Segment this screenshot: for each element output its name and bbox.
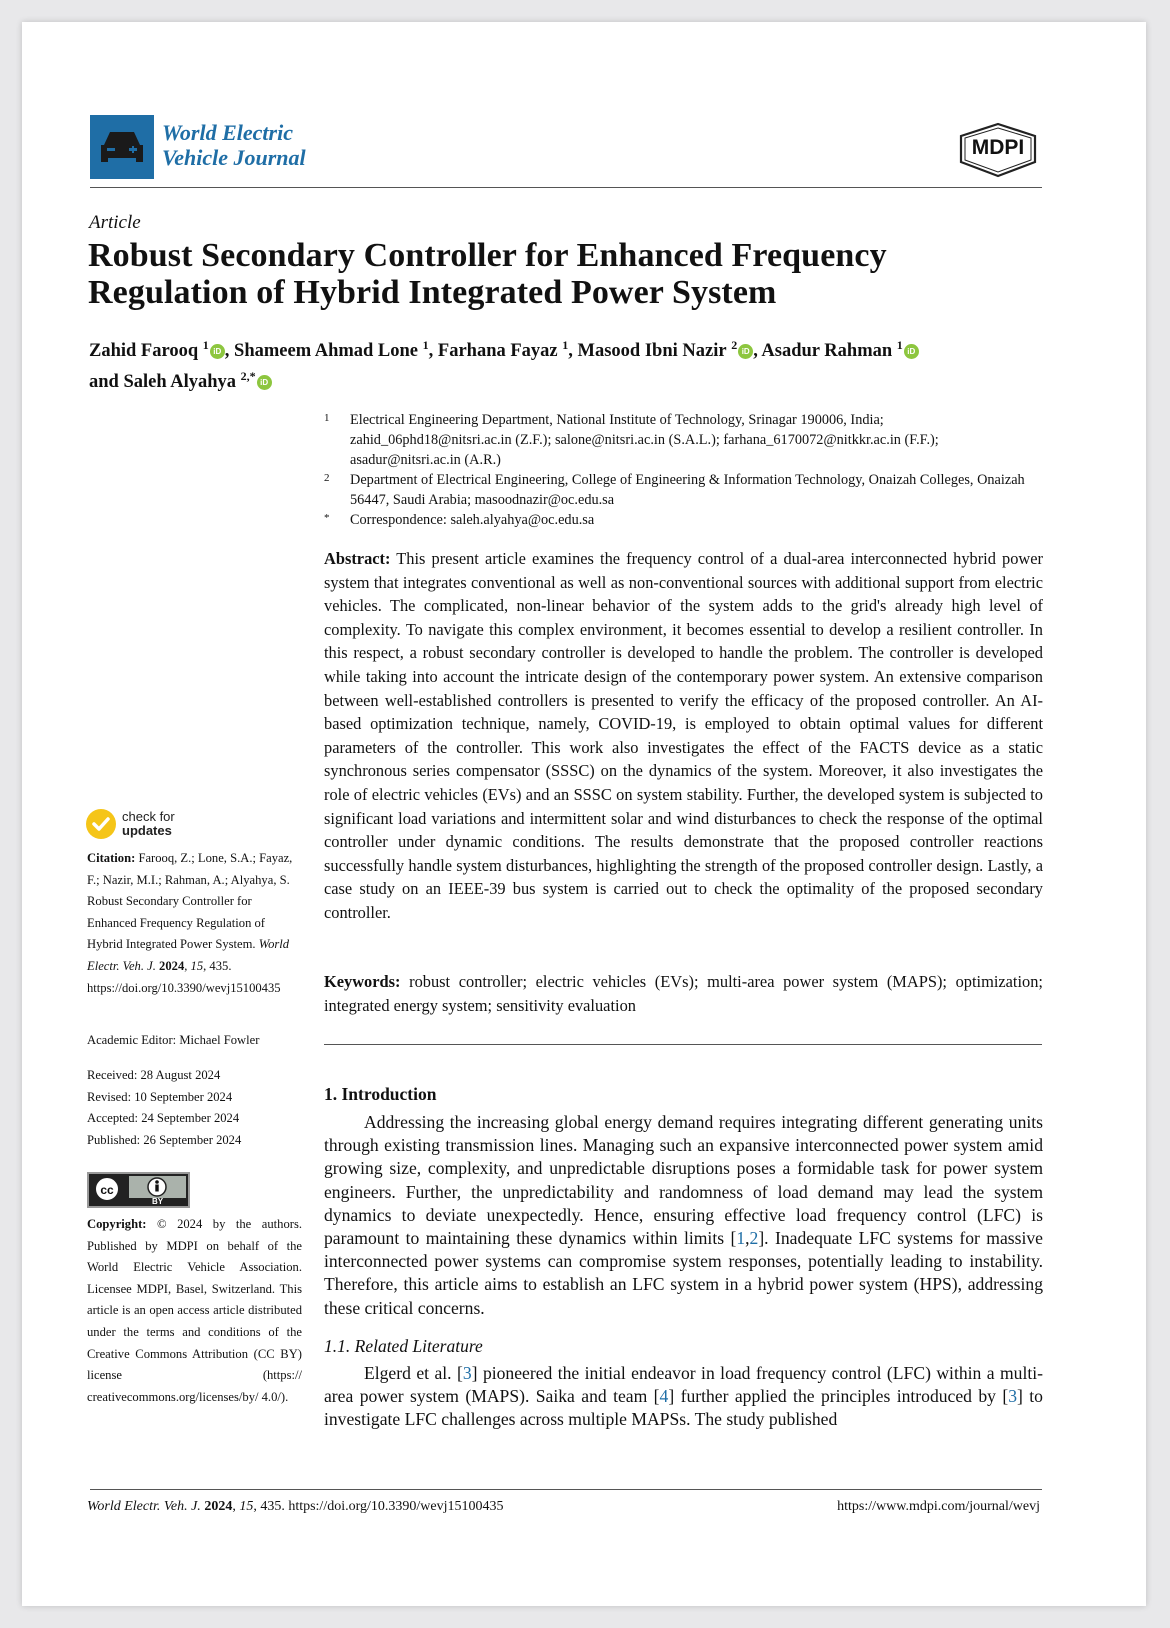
abstract-label: Abstract:: [324, 549, 391, 568]
publication-dates: [87, 1065, 302, 1151]
author-sep: ,: [753, 341, 762, 362]
author-name: Zahid Farooq: [89, 341, 199, 362]
check-updates-line2: updates: [122, 823, 172, 838]
author-affil: 1: [562, 338, 569, 352]
published-date: Published: 26 September 2024: [87, 1132, 242, 1147]
section-heading: 1. Introduction: [324, 1084, 437, 1104]
abstract: [324, 547, 1043, 925]
journal-name: [162, 120, 306, 170]
orcid-icon[interactable]: iD: [257, 375, 272, 390]
affiliation-item: [324, 410, 1044, 470]
paragraph-text: ] pioneered the initial endeavor in load frequency control (LFC) within a multi-area power system (MAPS). Saika and team [: [324, 1363, 1044, 1407]
author-name: Masood Ibni Nazir: [577, 341, 727, 362]
author-affil: 1: [202, 338, 209, 352]
orcid-icon[interactable]: iD: [904, 344, 919, 359]
citation-block: Citation: Farooq, Z.; Lone, S.A.; Fayaz, F.; Nazir, M.I.; Rahman, A.; Alyahya, S. Robust Secondary Controller for Enhanced Frequency Regulation of Hybrid Integrated Power System. World Electr. Veh. J. 2024, 15, 435. https://doi.org/10.3390/wevj15100435: [87, 851, 293, 995]
citation-year: 2024: [159, 958, 185, 973]
paragraph-text: Addressing the increasing global energy demand requires integrating different generating units through existing transmission lines. Managing such an expansive interconnected power system amid growing size, complexity, and unpredictable disruptions poses a formidable task for power system engineers. Further, the unpredictability and randomness of load demand may lead the system dynamics to deviate unexpectedly. Hence, ensuring effective load frequency control (LFC) is paramount to maintaining these dynamics within limits [: [324, 1112, 1043, 1249]
footer-citation: World Electr. Veh. J. 2024, 15, 435. https://doi.org/10.3390/wevj15100435: [87, 1499, 504, 1514]
author-affil: 2: [731, 338, 738, 352]
author-affil: 2,*: [240, 369, 256, 384]
section-divider: [324, 1044, 1042, 1045]
affiliation-number: 2: [324, 472, 330, 484]
paragraph-text: ]. Inadequate LFC systems for massive interconnected power systems can compromise system responses, potentially leading to instability. Therefore, this article aims to establish an LFC system in a hybrid power system (HPS), addressing these critical concerns.: [324, 1228, 1043, 1318]
subsection-heading: 1.1. Related Literature: [324, 1336, 483, 1356]
citation-volume: 15: [190, 958, 204, 973]
citation-sep: ,: [745, 1228, 750, 1249]
cc-by-license-icon[interactable]: [87, 1172, 190, 1208]
orcid-icon[interactable]: iD: [210, 344, 225, 359]
journal-name-line2: Vehicle Journal: [162, 145, 306, 170]
check-updates-label: [122, 810, 175, 838]
author-sep: ,: [428, 341, 438, 362]
mdpi-logo-text: MDPI: [971, 136, 1025, 159]
affiliation-number: 1: [324, 412, 330, 424]
paragraph-text: ] to investigate LFC challenges across multiple MAPSs. The study published: [324, 1386, 1043, 1430]
citation-label: Citation:: [87, 851, 136, 865]
citation-link[interactable]: 4: [659, 1386, 669, 1407]
keywords-label: Keywords:: [324, 972, 401, 991]
orcid-icon[interactable]: iD: [738, 344, 753, 359]
paper-title: Robust Secondary Controller for Enhanced Frequency Regulation of Hybrid Integrated Power System: [88, 237, 887, 311]
literature-paragraph: [324, 1362, 1043, 1432]
author-name: Asadur Rahman: [761, 341, 893, 362]
copyright-block: [87, 1214, 302, 1408]
svg-text:cc: cc: [100, 1183, 114, 1197]
abstract-text: This present article examines the frequency control of a dual-area interconnected hybrid power system that integrates conventional as well as non-conventional sources with additional support from electric vehicles. The complicated, non-linear behavior of the system adds to the grid's already high level of complexity. To navigate this complex environment, it becomes essential to develop a resilient controller. In this respect, a robust secondary controller is developed to handle the problem. The controller is developed while taking into account the intricate design of the contemporary power system. An extensive comparison between well-established controllers is presented to verify the efficacy of the proposed controller. An AI-based optimization technique, namely, COVID-19, is employed to obtain optimal values for different parameters of the controller. This work also investigates the effect of the FACTS device as a static synchronous series compensator (SSSC) on the dynamics of the system. Moreover, it also investigates the role of electric vehicles (EVs) and an SSSC on system stability. Further, the developed system is subjected to significant load variations and intermittent solar and wind disturbances to check the response of the optimal controller under dynamic conditions. The results demonstrate that the proposed controller reactions successfully handle system disturbances, highlighting the strength of the proposed controller design. Lastly, a case study on an IEEE-39 bus system is carried out to check the optimality of the proposed secondary controller.: [324, 549, 1043, 922]
paper-page: [22, 22, 1146, 1606]
mdpi-logo: [957, 122, 1039, 178]
footer-divider: [90, 1489, 1042, 1490]
affiliation-number: *: [324, 512, 330, 524]
keywords: [324, 970, 1043, 1018]
affiliation-item: [324, 510, 1044, 530]
citation-link[interactable]: 3: [462, 1363, 472, 1383]
affiliation-text: Electrical Engineering Department, National Institute of Technology, Srinagar 190006, India; zahid_06phd18@nitsri.ac.in (Z.F.); salone@nitsri.ac.in (S.A.L.); farhana_6170072@nitkkr.ac.in (F.F.); asadur@nitsri.ac.in (A.R.): [350, 412, 939, 468]
revised-date: Revised: 10 September 2024: [87, 1089, 233, 1104]
citation-link[interactable]: 3: [1008, 1386, 1018, 1407]
footer-year: 2024: [204, 1499, 233, 1514]
journal-name-line1: World Electric: [162, 120, 293, 145]
author-name: Farhana Fayaz: [437, 341, 558, 362]
footer-journal: World Electr. Veh. J.: [87, 1499, 201, 1514]
article-type: Article: [89, 212, 141, 233]
academic-editor: Academic Editor: Michael Fowler: [87, 1033, 260, 1047]
affiliation-text: Correspondence: saleh.alyahya@oc.edu.sa: [350, 512, 595, 528]
received-date: Received: 28 August 2024: [87, 1068, 221, 1082]
cc-by-label: BY: [151, 1197, 164, 1206]
citation-link[interactable]: 2: [749, 1228, 759, 1249]
paragraph-text: Elgerd et al. [: [364, 1363, 463, 1383]
citation-text: Farooq, Z.; Lone, S.A.; Fayaz, F.; Nazir, M.I.; Rahman, A.; Alyahya, S. Robust Secondary Controller for Enhanced Frequency Regulation of Hybrid Integrated Power System.: [87, 851, 293, 952]
check-updates-line1: check for: [122, 809, 175, 824]
intro-paragraph: [324, 1111, 1043, 1320]
journal-logo-icon: [90, 115, 154, 179]
affiliation-text: Department of Electrical Engineering, College of Engineering & Information Technology, Onaizah Colleges, Onaizah 56447, Saudi Arabia; masoodnazir@oc.edu.sa: [350, 472, 1025, 508]
author-name: and Saleh Alyahya: [89, 372, 237, 393]
check-updates-icon: [86, 809, 116, 839]
keywords-text: robust controller; electric vehicles (EVs); multi-area power system (MAPS); optimization; integrated energy system; sensitivity evaluation: [324, 972, 1043, 1015]
author-affil: 1: [422, 338, 429, 352]
affiliations: [324, 410, 1044, 530]
author-sep: ,: [224, 341, 235, 362]
paragraph-text: ] further applied the principles introduced by [: [668, 1386, 1009, 1407]
citation-journal: World Electr. Veh. J.: [87, 937, 290, 973]
citation-doi[interactable]: , 435. https://doi.org/10.3390/wevj15100435: [87, 958, 281, 995]
copyright-text: © 2024 by the authors. Published by MDPI on behalf of the World Electric Vehicle Association. Licensee MDPI, Basel, Switzerland. This article is an open access article distributed under the terms and conditions of the Creative Commons Attribution (CC BY) license (https:// creativecommons.org/licenses/by/ 4.0/).: [87, 1217, 302, 1404]
header-divider: [90, 187, 1042, 188]
affiliation-item: [324, 470, 1044, 510]
author-list: [89, 333, 1039, 395]
copyright-label: Copyright:: [87, 1217, 147, 1231]
author-affil: 1: [896, 338, 903, 352]
author-sep: ,: [568, 341, 578, 362]
citation-link[interactable]: 1: [736, 1228, 746, 1249]
footer-volume: 15: [239, 1499, 254, 1514]
footer-journal-url[interactable]: https://www.mdpi.com/journal/wevj: [837, 1499, 1040, 1514]
accepted-date: Accepted: 24 September 2024: [87, 1111, 240, 1126]
author-name: Shameem Ahmad Lone: [234, 341, 419, 362]
check-for-updates-button[interactable]: [86, 809, 226, 843]
footer-doi[interactable]: , 435. https://doi.org/10.3390/wevj15100435: [253, 1499, 504, 1514]
